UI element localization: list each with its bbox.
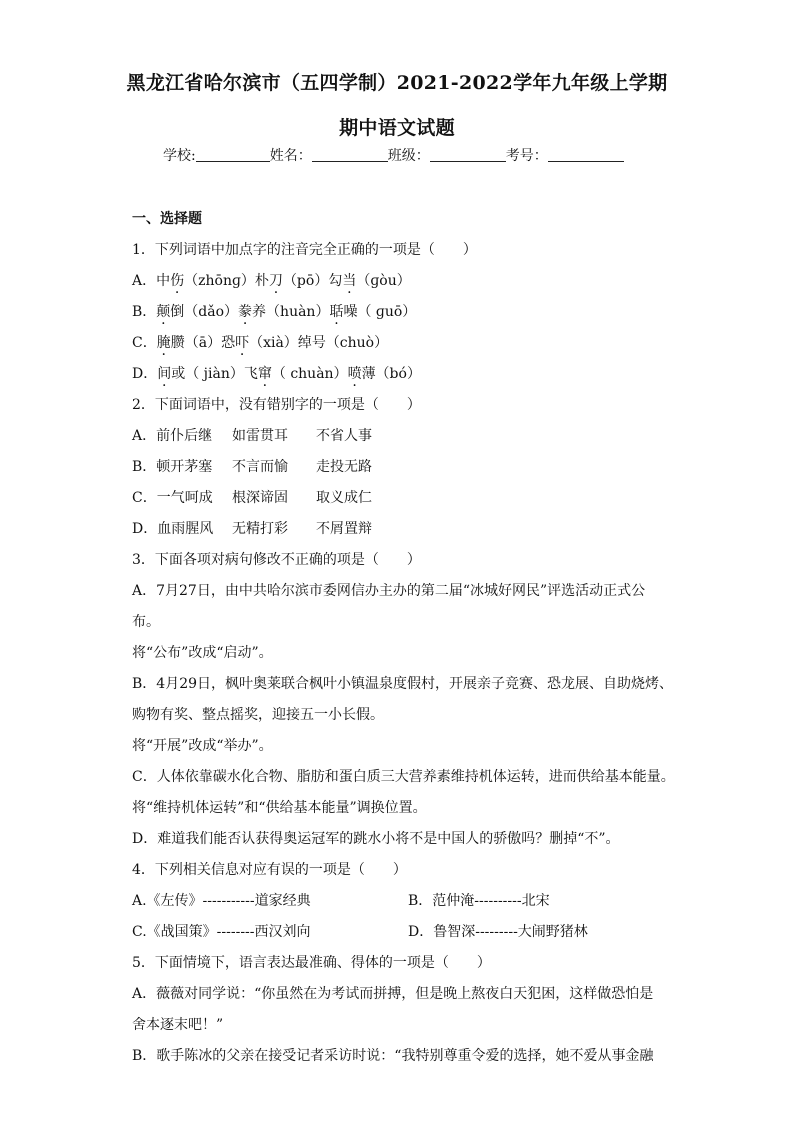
dotted-char: 豢 [238, 304, 253, 320]
option-text: C． [132, 335, 157, 351]
option-text: 噪（ ɡuō） [343, 304, 417, 320]
question-content [132, 204, 675, 1072]
option-text: C．一气呵成 [132, 490, 213, 506]
exam-title-line2: 期中语文试题 [339, 117, 455, 139]
school-blank[interactable] [196, 147, 270, 162]
q1-option-b [132, 297, 672, 328]
q5-option-a-line1: A．薇薇对同学说：“你虽然在为考试而拼搏，但是晚上熬夜白天犯困，这样做恐怕是 [132, 986, 654, 1002]
q3-option-a-line3: 将“公布”改成“启动”。 [132, 645, 273, 661]
option-text: （ chuàn） [271, 366, 348, 382]
option-text: 养（huàn） [252, 304, 330, 320]
q2-option-c [132, 483, 672, 514]
q3-option-b-line2: 购物有奖、整点摇奖，迎接五一小长假。 [132, 707, 384, 723]
option-text: A．中 [132, 273, 171, 289]
dotted-char: 间 [157, 366, 172, 382]
q3-option-d-line1: D．难道我们能否认获得奥运冠军的跳水小将不是中国人的骄傲吗？删掉“不”。 [132, 831, 620, 847]
option-text: （zhōnɡ）朴 [184, 273, 269, 289]
q3-option-c-line2: 将“维持机体运转”和“供给基本能量”调换位置。 [132, 800, 427, 816]
option-text: B．顿开茅塞 [132, 459, 213, 475]
option-text: A．前仆后继 [132, 428, 213, 444]
dotted-char: 喷 [347, 366, 362, 382]
q4-option-d: D．鲁智深---------大闹野猪林 [408, 924, 588, 940]
option-text: D．血雨腥风 [132, 521, 214, 537]
option-text: （xià）绰 [249, 335, 312, 351]
q2-option-b [132, 452, 672, 483]
q1-option-a [132, 266, 672, 297]
dotted-char: 聒 [329, 304, 344, 320]
q3-option-b-line1: B．4月29日，枫叶奥莱联合枫叶小镇温泉度假村，开展亲子竞赛、恐龙展、自助烧烤、 [132, 676, 674, 692]
q2-option-d [132, 514, 672, 545]
q2-option-a [132, 421, 672, 452]
option-text: 如雷贯耳 [232, 428, 288, 444]
option-text: 不言而愉 [232, 459, 288, 475]
name-blank[interactable] [312, 147, 388, 162]
section-heading: 一、选择题 [132, 211, 202, 227]
q4-option-b: B．范仲淹----------北宋 [408, 893, 550, 909]
q5-stem: 5．下面情境下，语言表达最准确、得体的一项是（ ） [132, 955, 491, 971]
q1-option-d [132, 359, 672, 390]
q3-option-a-line2: 布。 [132, 614, 160, 630]
option-text: B． [132, 304, 157, 320]
q1-stem: 1．下列词语中加点字的注音完全正确的一项是（ ） [132, 242, 477, 258]
name-label: 姓名： [269, 148, 312, 164]
q4-option-a: A.《左传》-----------道家经典 [132, 893, 311, 909]
school-label: 学校: [163, 148, 196, 164]
dotted-char: 腌 [156, 335, 171, 351]
q2-stem: 2．下面词语中，没有错别字的一项是（ ） [132, 397, 421, 413]
option-text: （ɡòu） [356, 273, 411, 289]
option-text: 薄（bó） [361, 366, 421, 382]
option-text: 不屑置辩 [316, 521, 372, 537]
class-label: 班级： [387, 148, 430, 164]
option-text: 走投无路 [316, 459, 372, 475]
dotted-char: 吓 [235, 335, 250, 351]
option-text: D． [132, 366, 158, 382]
number-blank[interactable] [548, 147, 624, 162]
option-text: （pō）勾 [282, 273, 343, 289]
dotted-char: 窜 [257, 366, 272, 382]
q4-option-c: C.《战国策》--------西汉刘向 [132, 924, 311, 940]
option-text: 或（ jiàn）飞 [171, 366, 258, 382]
q1-option-c [132, 328, 672, 359]
q5-option-b-line1: B．歌手陈冰的父亲在接受记者采访时说：“我特别尊重令爱的选择，她不爱从事金融 [132, 1048, 654, 1064]
option-text: 臜（ā）恐 [170, 335, 236, 351]
student-info-row [163, 145, 624, 165]
dotted-char: 当 [342, 273, 357, 289]
q4-stem: 4．下列相关信息对应有误的一项是（ ） [132, 862, 407, 878]
number-label: 考号： [505, 148, 548, 164]
q3-option-c-line1: C．人体依靠碳水化合物、脂肪和蛋白质三大营养素维持机体运转，进而供给基本能量。 [132, 769, 675, 785]
option-text: 号（chuò） [311, 335, 389, 351]
exam-title-line1: 黑龙江省哈尔滨市（五四学制）2021-2022学年九年级上学期 [126, 72, 668, 94]
dotted-char: 颠 [156, 304, 171, 320]
class-blank[interactable] [430, 147, 506, 162]
option-text: 倒（dǎo） [170, 304, 239, 320]
option-text: 根深谛固 [232, 490, 288, 506]
option-text: 不省人事 [316, 428, 372, 444]
q4-options-row1 [132, 886, 672, 917]
q4-options-row2 [132, 917, 672, 948]
option-text: 无精打彩 [232, 521, 288, 537]
q3-option-b-line3: 将“开展”改成“举办”。 [132, 738, 273, 754]
q3-option-a-line1: A．7月27日，由中共哈尔滨市委网信办主办的第二届“冰城好网民”评选活动正式公 [132, 583, 646, 599]
dotted-char: 伤 [170, 273, 185, 289]
q5-option-a-line2: 舍本逐末吧！” [132, 1017, 224, 1033]
q3-stem: 3．下面各项对病句修改不正确的项是（ ） [132, 552, 421, 568]
dotted-char: 刀 [268, 273, 283, 289]
option-text: 取义成仁 [316, 490, 372, 506]
